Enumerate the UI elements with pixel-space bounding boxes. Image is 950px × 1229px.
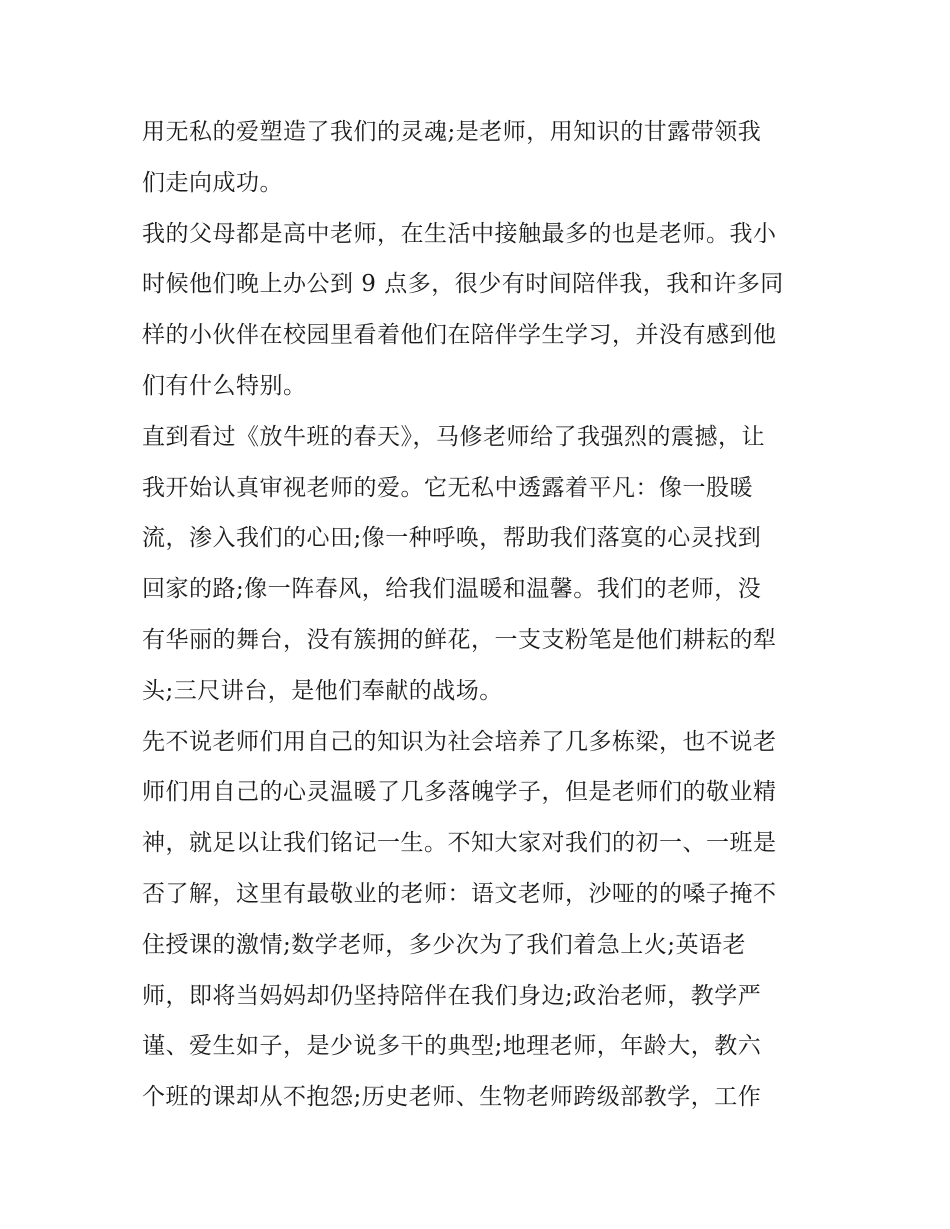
text-line: 直到看过《放牛班的春天》，马修老师给了我强烈的震撼，让 [142,423,765,450]
text-line: 们有什么特别。 [142,372,307,399]
body-text [142,107,822,1123]
text-line: 住授课的激情;数学老师，多少次为了我们着急上火;英语老 [142,931,746,958]
text-line: 个班的课却从不抱怨;历史老师、生物老师跨级部教学，工作 [142,1084,762,1111]
text-line: 头;三尺讲台，是他们奉献的战场。 [142,677,503,704]
text-line: 样的小伙伴在校园里看着他们在陪伴学生学习，并没有感到他 [142,322,777,349]
text-line: 有华丽的舞台，没有簇拥的鲜花，一支支粉笔是他们耕耘的犁 [142,626,777,653]
text-line: 我的父母都是高中老师，在生活中接触最多的也是老师。我小 [142,220,777,247]
text-line: 师们用自己的心灵温暖了几多落魄学子，但是老师们的敬业精 [142,779,777,806]
text-line: 我开始认真审视老师的爱。它无私中透露着平凡：像一股暖 [142,474,753,501]
text-line: 谨、爱生如子，是少说多干的典型;地理老师，年龄大，教六 [142,1033,762,1060]
text-line: 流，渗入我们的心田;像一种呼唤，帮助我们落寞的心灵找到 [142,525,762,552]
text-line: 们走向成功。 [142,169,283,196]
text-line: 师，即将当妈妈却仍坚持陪伴在我们身边;政治老师，教学严 [142,982,762,1009]
text-line: 否了解，这里有最敬业的老师：语文老师，沙哑的的嗓子掩不 [142,880,777,907]
text-line: 用无私的爱塑造了我们的灵魂;是老师，用知识的甘露带领我 [142,119,762,145]
text-line: 时候他们晚上办公到 9 点多，很少有时间陪伴我，我和许多同 [142,271,784,298]
text-line: 回家的路;像一阵春风，给我们温暖和温馨。我们的老师，没 [142,576,762,603]
text-line: 先不说老师们用自己的知识为社会培养了几多栋梁，也不说老 [142,728,777,755]
text-line: 神，就足以让我们铭记一生。不知大家对我们的初一、一班是 [142,830,777,857]
